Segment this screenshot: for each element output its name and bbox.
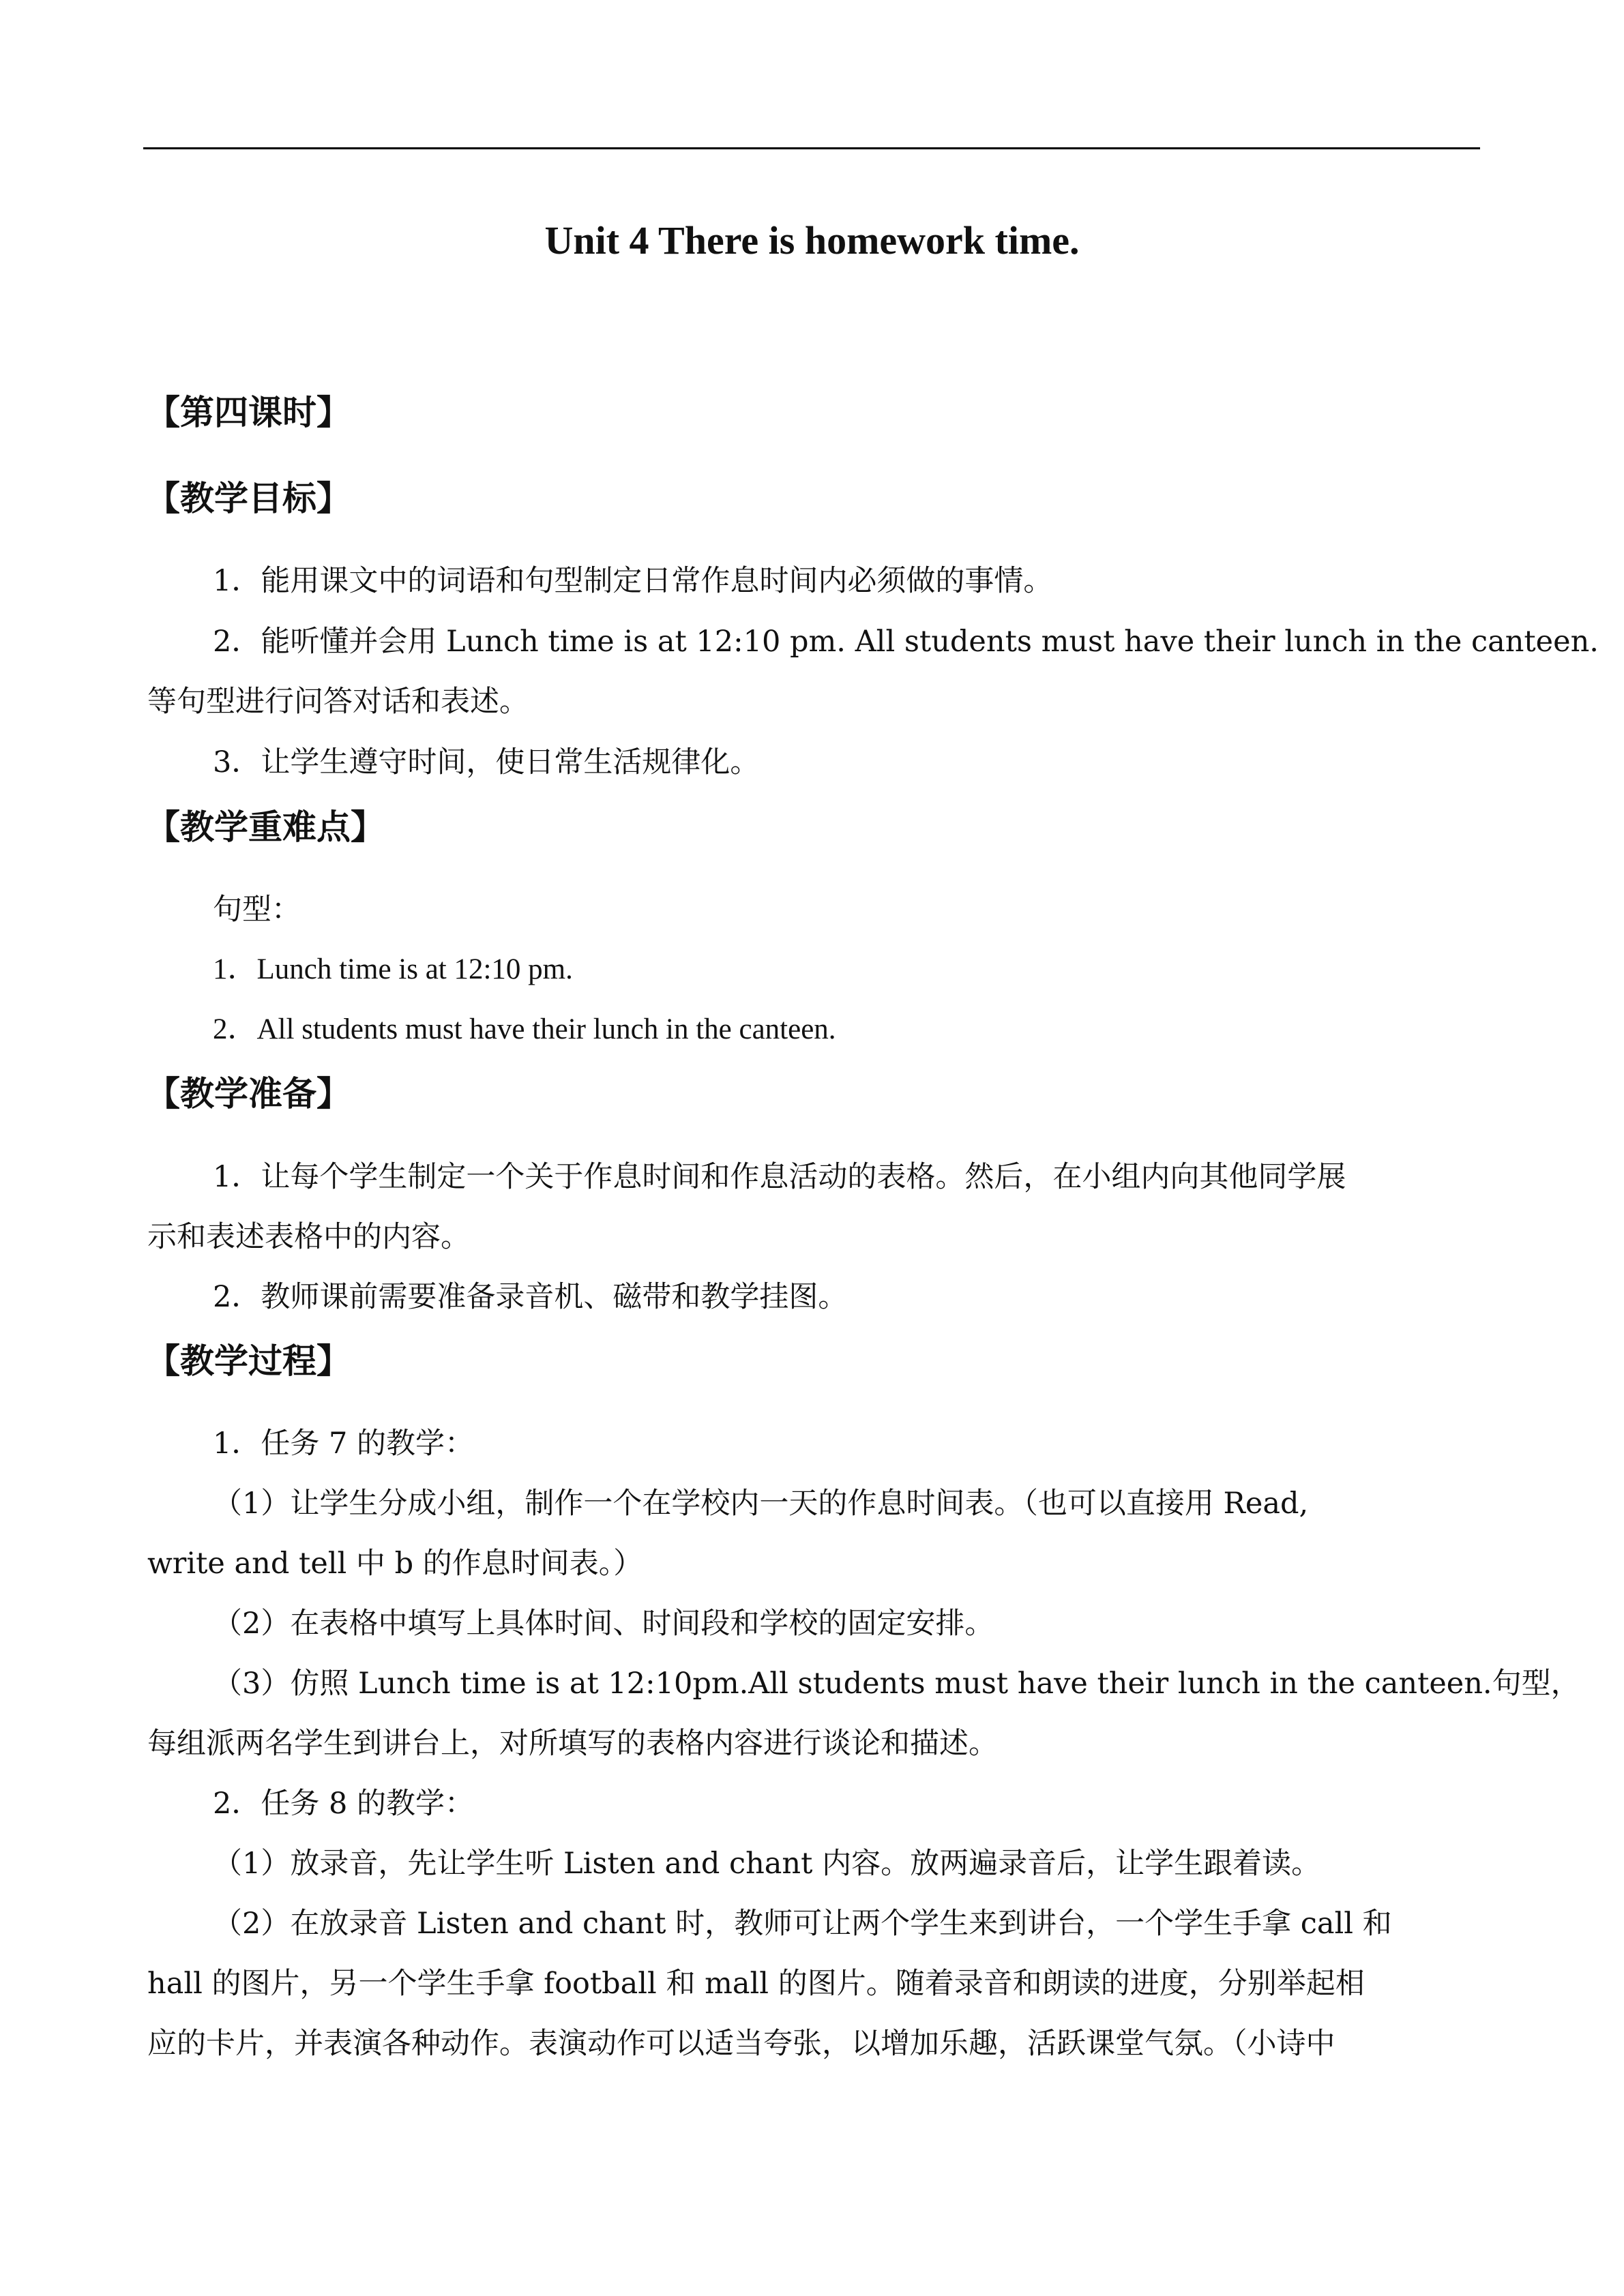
task-7-step-1-continued: write and tell 中 b 的作息时间表。） — [147, 1547, 643, 1581]
preparation-1: 1．让每个学生制定一个关于作息时间和作息活动的表格。然后，在小组内向其他同学展 — [213, 1160, 1346, 1194]
task-8-step-2-continued-2: 应的卡片，并表演各种动作。表演动作可以适当夸张，以增加乐趣，活跃课堂气氛。（小诗中 — [147, 2027, 1335, 2061]
task-7-step-3-continued: 每组派两名学生到讲台上，对所填写的表格内容进行谈论和描述。 — [147, 1727, 998, 1761]
task-8-heading: 2．任务 8 的教学： — [213, 1787, 475, 1821]
objective-2-continued: 等句型进行问答对话和表述。 — [147, 685, 529, 719]
preparation-1-continued: 示和表述表格中的内容。 — [147, 1220, 470, 1254]
preparation-2: 2．教师课前需要准备录音机、磁带和教学挂图。 — [213, 1280, 848, 1314]
task-7-step-1: （1）让学生分成小组，制作一个在学校内一天的作息时间表。（也可以直接用 Read, — [213, 1487, 1309, 1521]
header-rule — [143, 147, 1480, 149]
task-7-step-2: （2）在表格中填写上具体时间、时间段和学校的固定安排。 — [213, 1607, 994, 1641]
section-heading-objectives: 【教学目标】 — [146, 478, 351, 518]
sentence-pattern-label: 句型： — [213, 893, 301, 927]
section-heading-preparation: 【教学准备】 — [146, 1073, 351, 1114]
objective-1: 1．能用课文中的词语和句型制定日常作息时间内必须做的事情。 — [213, 564, 1053, 598]
task-8-step-2-continued: hall 的图片，另一个学生手拿 football 和 mall 的图片。随着录音和朗读的进度，分别举起相 — [147, 1967, 1365, 2001]
task-8-step-1: （1）放录音，先让学生听 Listen and chant 内容。放两遍录音后，让学生跟着读。 — [213, 1847, 1321, 1881]
sentence-pattern-2: 2．All students must have their lunch in the canteen. — [213, 1013, 836, 1045]
objective-3: 3．让学生遵守时间，使日常生活规律化。 — [213, 745, 760, 779]
section-heading-process: 【教学过程】 — [146, 1341, 351, 1381]
sentence-pattern-1: 1．Lunch time is at 12:10 pm. — [213, 953, 573, 985]
task-7-heading: 1．任务 7 的教学： — [213, 1427, 475, 1461]
section-heading-lesson: 【第四课时】 — [146, 392, 351, 432]
section-heading-key-points: 【教学重难点】 — [146, 807, 385, 847]
objective-2: 2．能听懂并会用 Lunch time is at 12:10 pm. All students must have their lunch in the canteen. — [213, 625, 1599, 659]
task-8-step-2: （2）在放录音 Listen and chant 时，教师可让两个学生来到讲台，一个学生手拿 call 和 — [213, 1907, 1392, 1941]
document-title: Unit 4 There is homework time. — [544, 218, 1080, 263]
task-7-step-3: （3）仿照 Lunch time is at 12:10pm.All students must have their lunch in the canteen.句型， — [213, 1667, 1580, 1701]
